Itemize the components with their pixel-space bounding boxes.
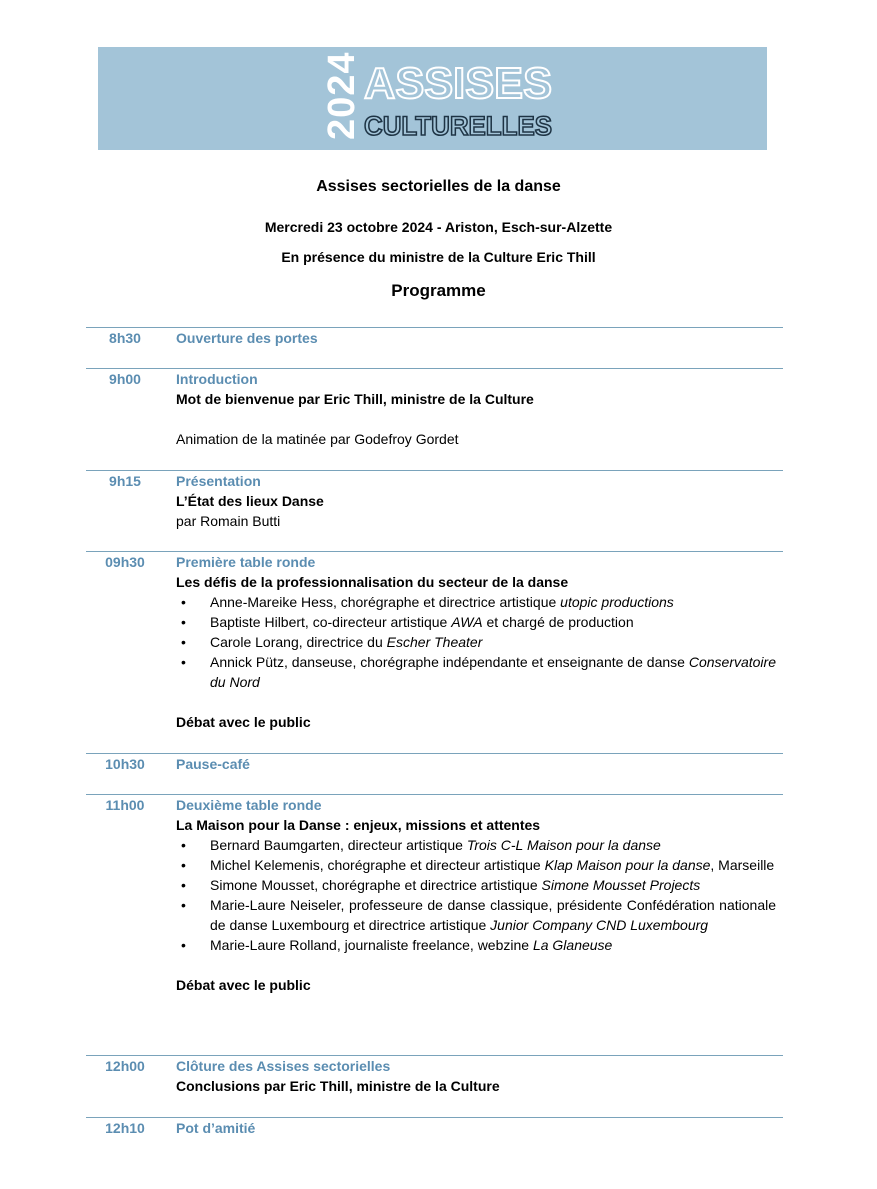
program-item (176, 1118, 776, 1138)
program-item (176, 471, 776, 531)
item-heading: Première table ronde (176, 554, 316, 570)
speaker-list (176, 835, 776, 955)
time-slot: 11h00 (105, 797, 145, 813)
item-heading: Deuxième table ronde (176, 797, 322, 813)
programme-title: Programme (391, 281, 486, 300)
time-slot: 12h10 (105, 1120, 145, 1136)
speaker-item: • Bernard Baumgarten, directeur artistique Trois C-L Maison pour la danse (176, 835, 776, 855)
time-slot: 09h30 (105, 554, 145, 570)
speaker-item: • Marie-Laure Rolland, journaliste freelance, webzine La Glaneuse (176, 935, 776, 955)
debate-label: Débat avec le public (176, 977, 311, 993)
item-heading: Pause-café (176, 756, 250, 772)
item-subtitle: Les défis de la professionnalisation du secteur de la danse (176, 574, 569, 590)
time-slot: 12h00 (105, 1058, 145, 1074)
speaker-item: • Baptiste Hilbert, co-directeur artistique AWA et chargé de production (176, 612, 776, 632)
program-item (176, 795, 776, 995)
item-subtitle: Conclusions par Eric Thill, ministre de la Culture (176, 1078, 500, 1094)
time-slot: 9h15 (109, 473, 141, 489)
speaker-item: • Carole Lorang, directrice du Escher Theater (176, 632, 776, 652)
item-subtitle: Mot de bienvenue par Eric Thill, ministre de la Culture (176, 391, 534, 407)
program-item (176, 1056, 776, 1096)
logo-line2: CULTURELLES (364, 111, 552, 141)
item-heading: Introduction (176, 371, 258, 387)
time-slot: 8h30 (109, 330, 141, 346)
speaker-list (176, 592, 776, 692)
program-item (176, 369, 776, 449)
item-heading: Ouverture des portes (176, 330, 318, 346)
item-byline: par Romain Butti (176, 513, 281, 529)
program-item (176, 754, 776, 774)
page-title: Assises sectorielles de la danse (316, 178, 561, 195)
speaker-item: • Simone Mousset, chorégraphe et directrice artistique Simone Mousset Projects (176, 875, 776, 895)
logo-line1: ASSISES (364, 59, 552, 108)
event-date-place: Mercredi 23 octobre 2024 - Ariston, Esch-sur-Alzette (264, 219, 613, 235)
time-slot: 10h30 (105, 756, 145, 772)
item-heading: Pot d’amitié (176, 1120, 256, 1136)
item-subtitle: La Maison pour la Danse : enjeux, missions et attentes (176, 817, 541, 833)
time-slot: 9h00 (109, 371, 141, 387)
speaker-item: • Marie-Laure Neiseler, professeure de danse classique, présidente Confédération nationale de danse Luxembourg et directrice artistique Junior Company CND Luxembourg (176, 895, 776, 935)
item-heading: Clôture des Assises sectorielles (176, 1058, 391, 1074)
speaker-item: • Michel Kelemenis, chorégraphe et directeur artistique Klap Maison pour la danse, Marseille (176, 855, 776, 875)
logo-year: 2024 (321, 51, 363, 140)
program-item (176, 552, 776, 732)
speaker-item: • Anne-Mareike Hess, chorégraphe et directrice artistique utopic productions (176, 592, 776, 612)
debate-label: Débat avec le public (176, 714, 311, 730)
minister-presence: En présence du ministre de la Culture Eric Thill (281, 249, 596, 265)
banner-logo (98, 47, 767, 150)
program-item (176, 328, 776, 348)
assises-logo (98, 47, 767, 150)
item-subtitle: L’État des lieux Danse (176, 493, 324, 509)
item-heading: Présentation (176, 473, 261, 489)
item-note: Animation de la matinée par Godefroy Gordet (176, 431, 459, 447)
speaker-item: • Annick Pütz, danseuse, chorégraphe indépendante et enseignante de danse Conservatoire du Nord (176, 652, 776, 692)
